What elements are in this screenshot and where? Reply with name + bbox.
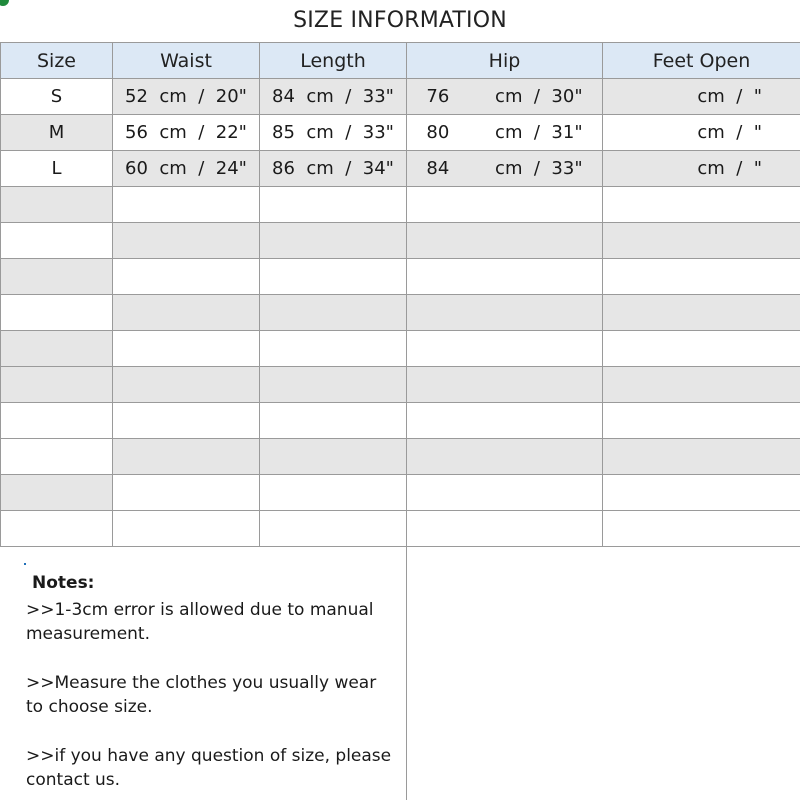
notes-heading: Notes: — [32, 573, 95, 593]
cell-size — [1, 223, 113, 259]
cell-size: L — [1, 151, 113, 187]
cell-waist: 60 cm / 24" — [113, 151, 260, 187]
table-row — [1, 331, 800, 367]
table-row — [1, 259, 800, 295]
cell-length — [260, 259, 407, 295]
cell-waist: 56 cm / 22" — [113, 115, 260, 151]
table-header-row — [1, 43, 800, 79]
cell-waist — [113, 475, 260, 511]
cell-hip — [407, 475, 603, 511]
cell-size — [1, 295, 113, 331]
cell-feet-open: cm / " — [603, 79, 800, 115]
cell-size — [1, 331, 113, 367]
cell-length — [260, 295, 407, 331]
cell-waist — [113, 259, 260, 295]
note-item: >>1-3cm error is allowed due to manual measurement. — [26, 600, 374, 644]
cell-feet-open — [603, 223, 800, 259]
cell-length: 84 cm / 33" — [260, 79, 407, 115]
cell-length — [260, 187, 407, 223]
cell-waist — [113, 331, 260, 367]
cell-feet-open — [603, 367, 800, 403]
notes-section — [0, 545, 800, 800]
header-feet-open: Feet Open — [603, 43, 800, 79]
cell-hip — [407, 367, 603, 403]
cell-hip — [407, 331, 603, 367]
cell-hip — [407, 439, 603, 475]
dot-mark — [24, 563, 26, 565]
table-row — [1, 223, 800, 259]
table-row — [1, 115, 800, 151]
cell-waist — [113, 439, 260, 475]
cell-hip — [407, 295, 603, 331]
cell-hip — [407, 403, 603, 439]
cell-feet-open — [603, 187, 800, 223]
cell-length — [260, 511, 407, 547]
cell-size — [1, 367, 113, 403]
cell-waist — [113, 403, 260, 439]
cell-length: 86 cm / 34" — [260, 151, 407, 187]
cell-size — [1, 259, 113, 295]
cell-hip: 76 cm / 30" — [407, 79, 603, 115]
table-row — [1, 187, 800, 223]
cell-waist: 52 cm / 20" — [113, 79, 260, 115]
cell-waist — [113, 367, 260, 403]
cell-feet-open: cm / " — [603, 151, 800, 187]
cell-length — [260, 475, 407, 511]
header-length: Length — [260, 43, 407, 79]
cell-size: M — [1, 115, 113, 151]
cell-hip: 80 cm / 31" — [407, 115, 603, 151]
cell-size: S — [1, 79, 113, 115]
table-row — [1, 367, 800, 403]
cell-size — [1, 439, 113, 475]
note-item: >>if you have any question of size, please contact us. — [26, 746, 392, 790]
header-hip: Hip — [407, 43, 603, 79]
table-row — [1, 79, 800, 115]
cell-feet-open: cm / " — [603, 115, 800, 151]
table-row — [1, 511, 800, 547]
cell-length — [260, 223, 407, 259]
cell-waist — [113, 223, 260, 259]
cell-length: 85 cm / 33" — [260, 115, 407, 151]
header-size: Size — [1, 43, 113, 79]
cell-length — [260, 439, 407, 475]
cell-length — [260, 367, 407, 403]
cell-waist — [113, 511, 260, 547]
cell-length — [260, 331, 407, 367]
cell-size — [1, 187, 113, 223]
header-waist: Waist — [113, 43, 260, 79]
size-table — [0, 42, 800, 547]
table-row — [1, 439, 800, 475]
cell-hip — [407, 223, 603, 259]
cell-size — [1, 475, 113, 511]
cell-feet-open — [603, 295, 800, 331]
cell-feet-open — [603, 475, 800, 511]
cell-feet-open — [603, 439, 800, 475]
cell-size — [1, 511, 113, 547]
table-row — [1, 475, 800, 511]
cell-hip: 84 cm / 33" — [407, 151, 603, 187]
cell-waist — [113, 295, 260, 331]
table-row — [1, 403, 800, 439]
page-title: SIZE INFORMATION — [293, 8, 507, 33]
cell-feet-open — [603, 331, 800, 367]
note-item: >>Measure the clothes you usually wear to choose size. — [26, 673, 377, 717]
cell-hip — [407, 259, 603, 295]
table-row — [1, 295, 800, 331]
notes-empty-cell — [407, 545, 800, 800]
cell-feet-open — [603, 403, 800, 439]
cell-feet-open — [603, 511, 800, 547]
cell-feet-open — [603, 259, 800, 295]
notes-cell — [0, 545, 407, 800]
cell-hip — [407, 511, 603, 547]
table-row — [1, 151, 800, 187]
cell-hip — [407, 187, 603, 223]
cell-waist — [113, 187, 260, 223]
cell-length — [260, 403, 407, 439]
cell-size — [1, 403, 113, 439]
